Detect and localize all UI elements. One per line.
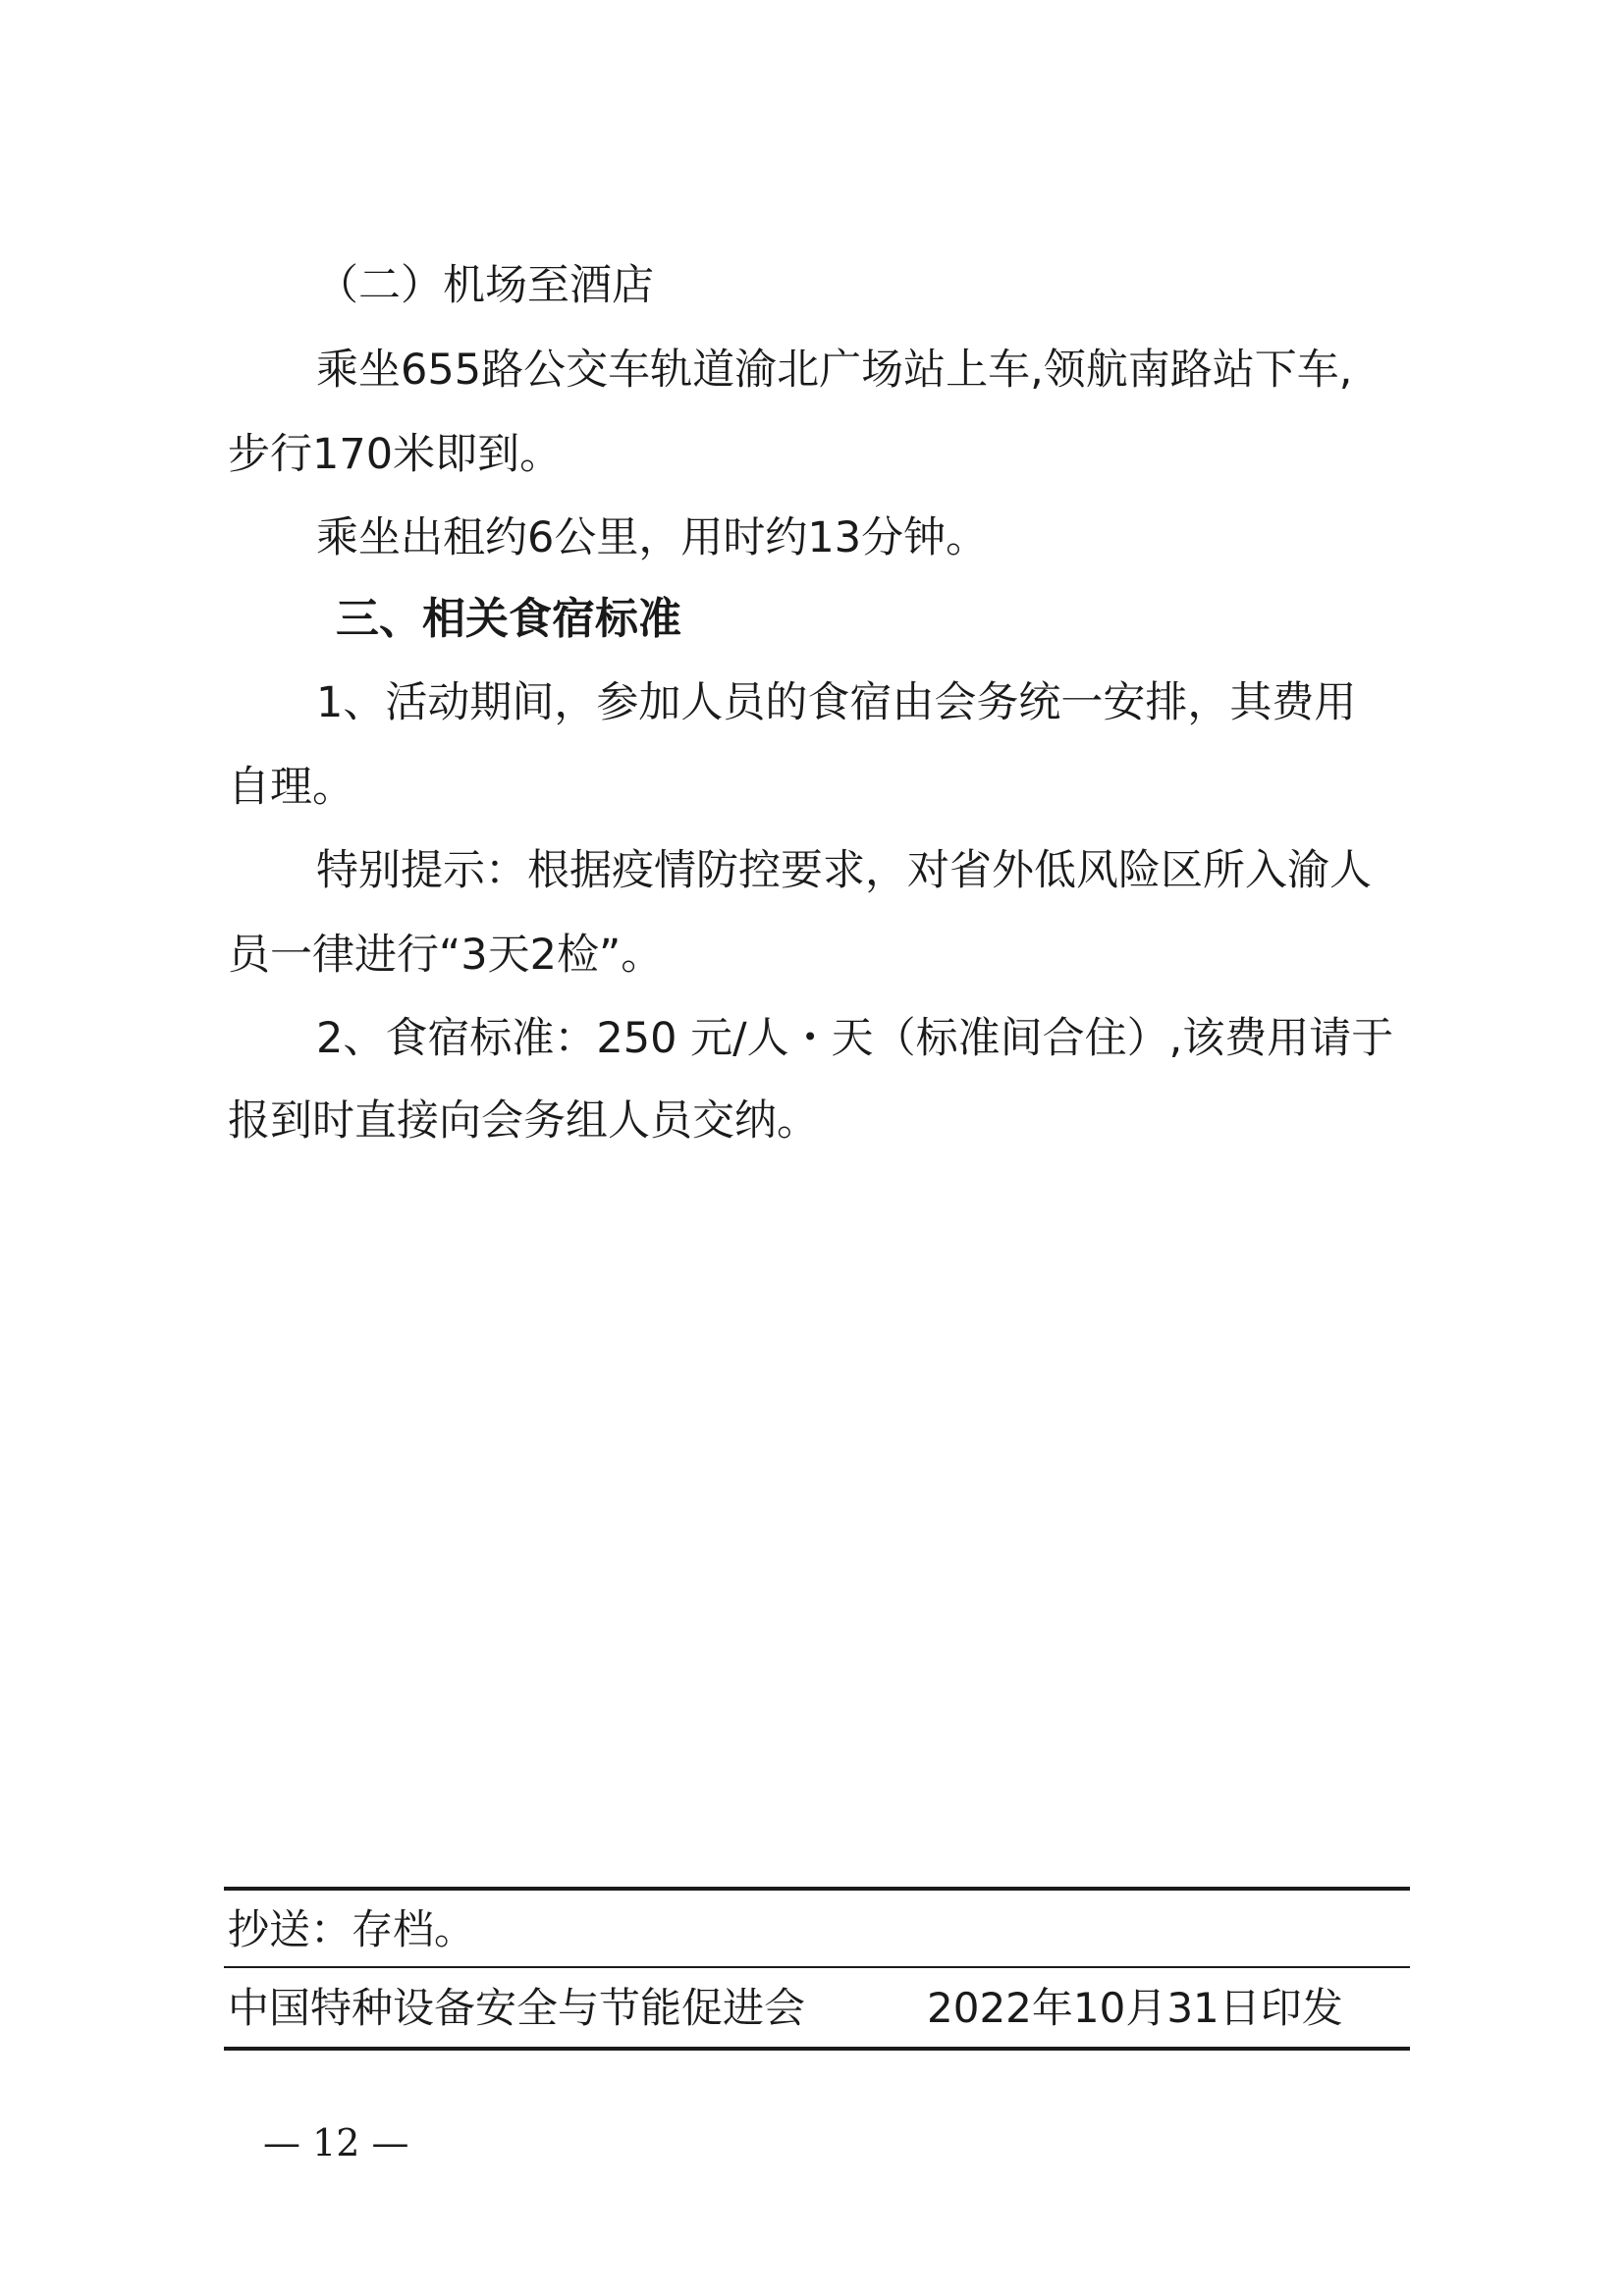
footer-top-rule xyxy=(224,1887,1410,1891)
item1-paragraph-line1: 1、活动期间，参加人员的食宿由会务统一安排，其费用 xyxy=(316,678,1357,727)
cc-line: 抄送：存档。 xyxy=(228,1905,476,1953)
section-heading-accommodation-standards: 三、相关食宿标准 xyxy=(336,594,681,644)
special-notice-line1: 特别提示：根据疫情防控要求，对省外低风险区所入渝人 xyxy=(316,846,1372,895)
page-number: — 12 — xyxy=(263,2121,409,2164)
taxi-paragraph: 乘坐出租约6公里，用时约13分钟。 xyxy=(316,513,989,562)
footer-bottom-rule xyxy=(224,2047,1410,2051)
section-title-airport-to-hotel: （二）机场至酒店 xyxy=(316,261,654,310)
item1-paragraph-line2: 自理。 xyxy=(228,763,354,812)
issue-date: 2022年10月31日印发 xyxy=(927,1984,1343,2032)
item2-paragraph-line1: 2、食宿标准：250 元/人・天（标准间合住）,该费用请于 xyxy=(316,1014,1394,1063)
bus-route-paragraph-line1: 乘坐655路公交车轨道渝北广场站上车,领航南路站下车, xyxy=(316,346,1353,395)
bus-route-paragraph-line2: 步行170米即到。 xyxy=(228,430,563,479)
issuer-name: 中国特种设备安全与节能促进会 xyxy=(228,1984,806,2032)
footer-middle-rule xyxy=(224,1966,1410,1968)
item2-paragraph-line2: 报到时直接向会务组人员交纳。 xyxy=(228,1096,819,1146)
special-notice-line2: 员一律进行“3天2检”。 xyxy=(228,931,664,980)
